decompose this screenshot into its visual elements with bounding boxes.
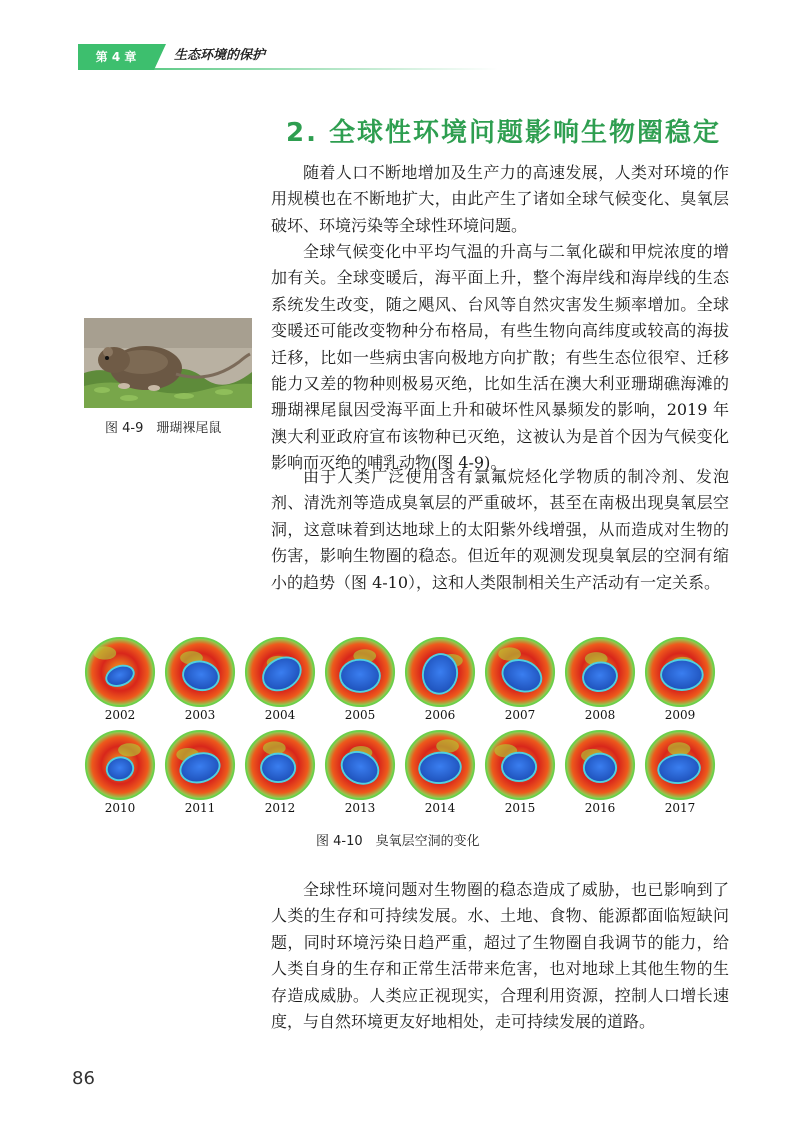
ozone-year-label: 2016 — [584, 801, 616, 815]
page-number: 86 — [72, 1068, 95, 1089]
ozone-map-2012 — [240, 729, 320, 821]
ozone-figure — [80, 636, 720, 820]
ozone-year-label: 2004 — [264, 708, 296, 722]
ozone-globe-icon — [564, 636, 636, 708]
ozone-map-2013 — [320, 729, 400, 821]
ozone-map-2009 — [640, 636, 720, 728]
ozone-year-label: 2013 — [344, 801, 376, 815]
ozone-map-2011 — [160, 729, 240, 821]
ozone-year-label: 2003 — [184, 708, 216, 722]
ozone-year-label: 2011 — [184, 801, 216, 815]
chapter-label: 第 4 章 — [78, 44, 154, 70]
ozone-globe-icon — [484, 636, 556, 708]
rodent-photo — [84, 318, 252, 408]
ozone-globe-icon — [404, 636, 476, 708]
ozone-year-label: 2006 — [424, 708, 456, 722]
ozone-map-2017 — [640, 729, 720, 821]
ozone-year-label: 2008 — [584, 708, 616, 722]
section-title: 2. 全球性环境问题影响生物圈稳定 — [286, 118, 722, 148]
ozone-globe-icon — [84, 636, 156, 708]
ozone-year-label: 2010 — [104, 801, 136, 815]
ozone-year-label: 2014 — [424, 801, 456, 815]
ozone-globe-icon — [564, 729, 636, 801]
ozone-map-2010 — [80, 729, 160, 821]
ozone-globe-icon — [84, 729, 156, 801]
ozone-map-2005 — [320, 636, 400, 728]
chapter-title: 生态环境的保护 — [174, 48, 266, 63]
ozone-year-label: 2007 — [504, 708, 536, 722]
paragraph-intro: 随着人口不断地增加及生产力的高速发展，人类对环境的作用规模也在不断地扩大，由此产生了诸如全球气候变化、臭氧层破坏、环境污染等全球性环境问题。 — [271, 163, 729, 235]
ozone-map-2008 — [560, 636, 640, 728]
paragraph-ozone: 由于人类广泛使用含有氯氟烷烃化学物质的制冷剂、发泡剂、清洗剂等造成臭氧层的严重破坏，甚至在南极出现臭氧层空洞，这意味着到达地球上的太阳紫外线增强，从而造成对生物的伤害，影响生物圈的稳态。但近年的观测发现臭氧层的空洞有缩小的趋势（图 4-10），这和人类限制相关生产活动有一定关系。 — [271, 467, 729, 592]
paragraph-climate: 全球气候变化中平均气温的升高与二氧化碳和甲烷浓度的增加有关。全球变暖后，海平面上升，整个海岸线和海岸线的生态系统发生改变，随之飓风、台风等自然灾害发生频率增加。全球变暖还可能改变物种分布格局，有些生物向高纬度或较高的海拔迁移，比如一些病虫害向极地方向扩散；有些生态位很窄、迁移能力又差的物种则极易灭绝，比如生活在澳大利亚珊瑚礁海滩的珊瑚裸尾鼠因受海平面上升和破坏性风暴频发的影响，2019 年澳大利亚政府宣布该物种已灭绝，这被认为是首个因为气候变化影响而灭绝的哺乳动物(图 4-9)。 — [271, 242, 729, 473]
ozone-globe-icon — [644, 729, 716, 801]
ozone-map-2003 — [160, 636, 240, 728]
ozone-map-2014 — [400, 729, 480, 821]
chapter-chip-slant — [154, 44, 166, 70]
ozone-globe-icon — [484, 729, 556, 801]
ozone-globe-icon — [164, 729, 236, 801]
ozone-year-label: 2017 — [664, 801, 696, 815]
ozone-year-label: 2012 — [264, 801, 296, 815]
ozone-map-2016 — [560, 729, 640, 821]
ozone-globe-icon — [164, 636, 236, 708]
paragraph-conclusion: 全球性环境问题对生物圈的稳态造成了威胁，也已影响到了人类的生存和可持续发展。水、土地、食物、能源都面临短缺问题，同时环境污染日趋严重，超过了生物圈自我调节的能力，给人类自身的生存和正常生活带来危害，也对地球上其他生物的生存造成威胁。人类应正视现实，合理利用资源，控制人口增长速度，与自然环境更友好地相处，走可持续发展的道路。 — [271, 880, 729, 1032]
ozone-globe-icon — [404, 729, 476, 801]
chapter-header — [78, 44, 778, 70]
rodent-photo-icon — [84, 318, 252, 408]
ozone-map-2006 — [400, 636, 480, 728]
ozone-map-2004 — [240, 636, 320, 728]
ozone-year-label: 2005 — [344, 708, 376, 722]
ozone-year-label: 2015 — [504, 801, 536, 815]
ozone-map-2015 — [480, 729, 560, 821]
ozone-globe-icon — [324, 636, 396, 708]
figure-4-10-caption: 图 4-10 臭氧层空洞的变化 — [316, 834, 480, 849]
ozone-map-2002 — [80, 636, 160, 728]
ozone-globe-icon — [244, 636, 316, 708]
ozone-globe-icon — [244, 729, 316, 801]
ozone-map-2007 — [480, 636, 560, 728]
figure-4-9-caption: 图 4-9 珊瑚裸尾鼠 — [105, 421, 222, 436]
ozone-year-label: 2002 — [104, 708, 136, 722]
ozone-globe-icon — [324, 729, 396, 801]
ozone-year-label: 2009 — [664, 708, 696, 722]
ozone-globe-icon — [644, 636, 716, 708]
header-rule — [78, 68, 498, 70]
